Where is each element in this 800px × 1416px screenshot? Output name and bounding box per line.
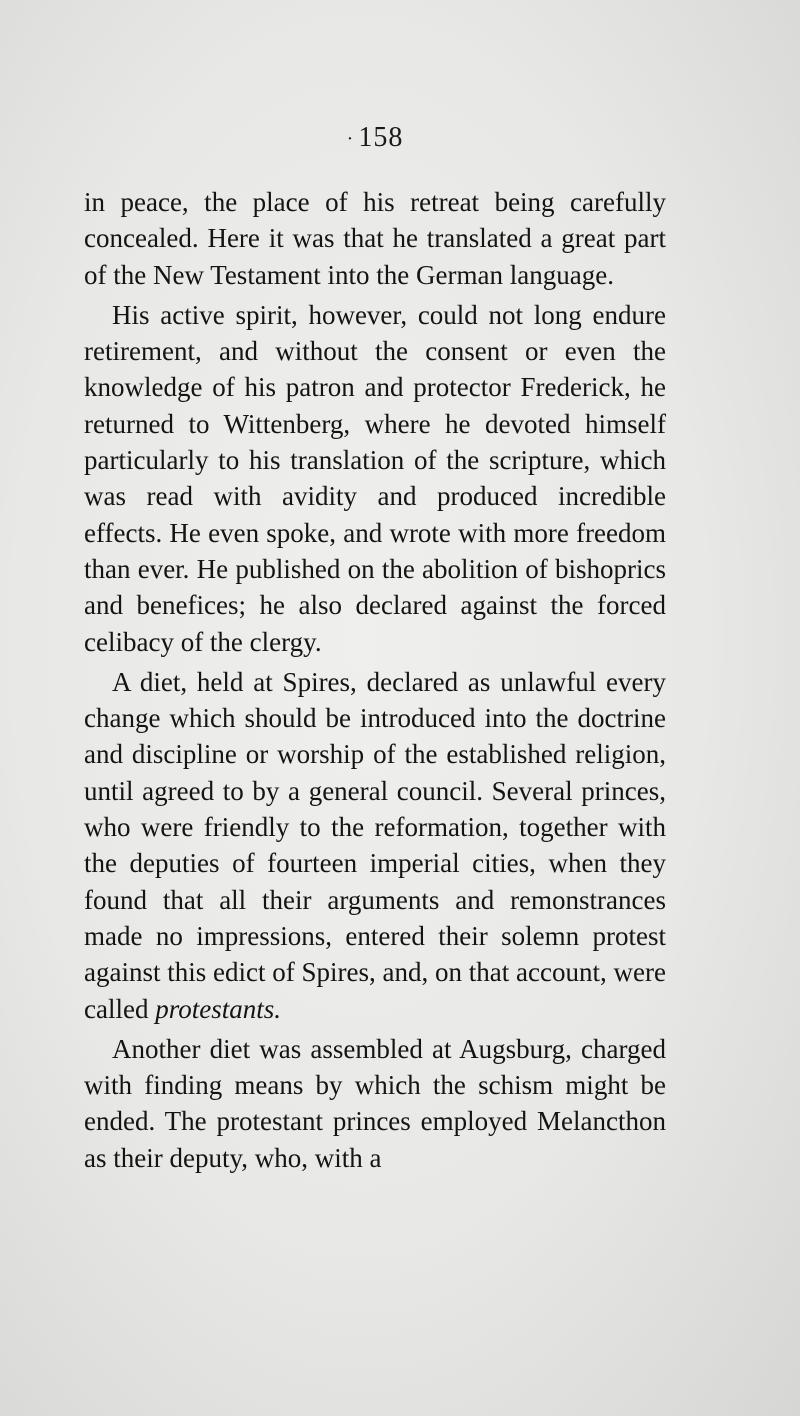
page-number-dot: · — [346, 128, 355, 151]
paragraph-4: Another diet was assembled at Augsburg, charged with finding means by which the schism might be ended. The protestant princes employed Melancthon as their deputy, who, with a — [84, 1033, 666, 1173]
body-text — [84, 184, 666, 1176]
paragraph-3 — [84, 664, 666, 1027]
paragraph-3-text: A diet, held at Spires, declared as unlawful every change which should be introduced into the doctrine and discipline or worship of the established religion, until agreed to by a general council. Several princes, who were friendly to the reformation, together with the deputies of fourteen imperial cities, when they found that all their arguments and remonstrances made no impressions, entered their solemn protest against this edict of Spires, and, on that account, were called — [84, 666, 666, 1024]
paragraph-1: in peace, the place of his retreat being carefully concealed. Here it was that he translated a great part of the New Testament into the German language. — [84, 187, 666, 290]
paragraph-3-italic-term: protestants. — [155, 993, 281, 1024]
page-number-text: 158 — [358, 122, 404, 153]
page-number — [0, 122, 750, 154]
paragraph-2: His active spirit, however, could not long endure retirement, and without the consent or even the knowledge of his patron and protector Frederick, he returned to Wittenberg, where he devoted himself particularly to his translation of the scripture, which was read with avidity and produced incredible effects. He even spoke, and wrote with more freedom than ever. He published on the abolition of bishoprics and benefices; he also declared against the forced celibacy of the clergy. — [84, 299, 666, 657]
